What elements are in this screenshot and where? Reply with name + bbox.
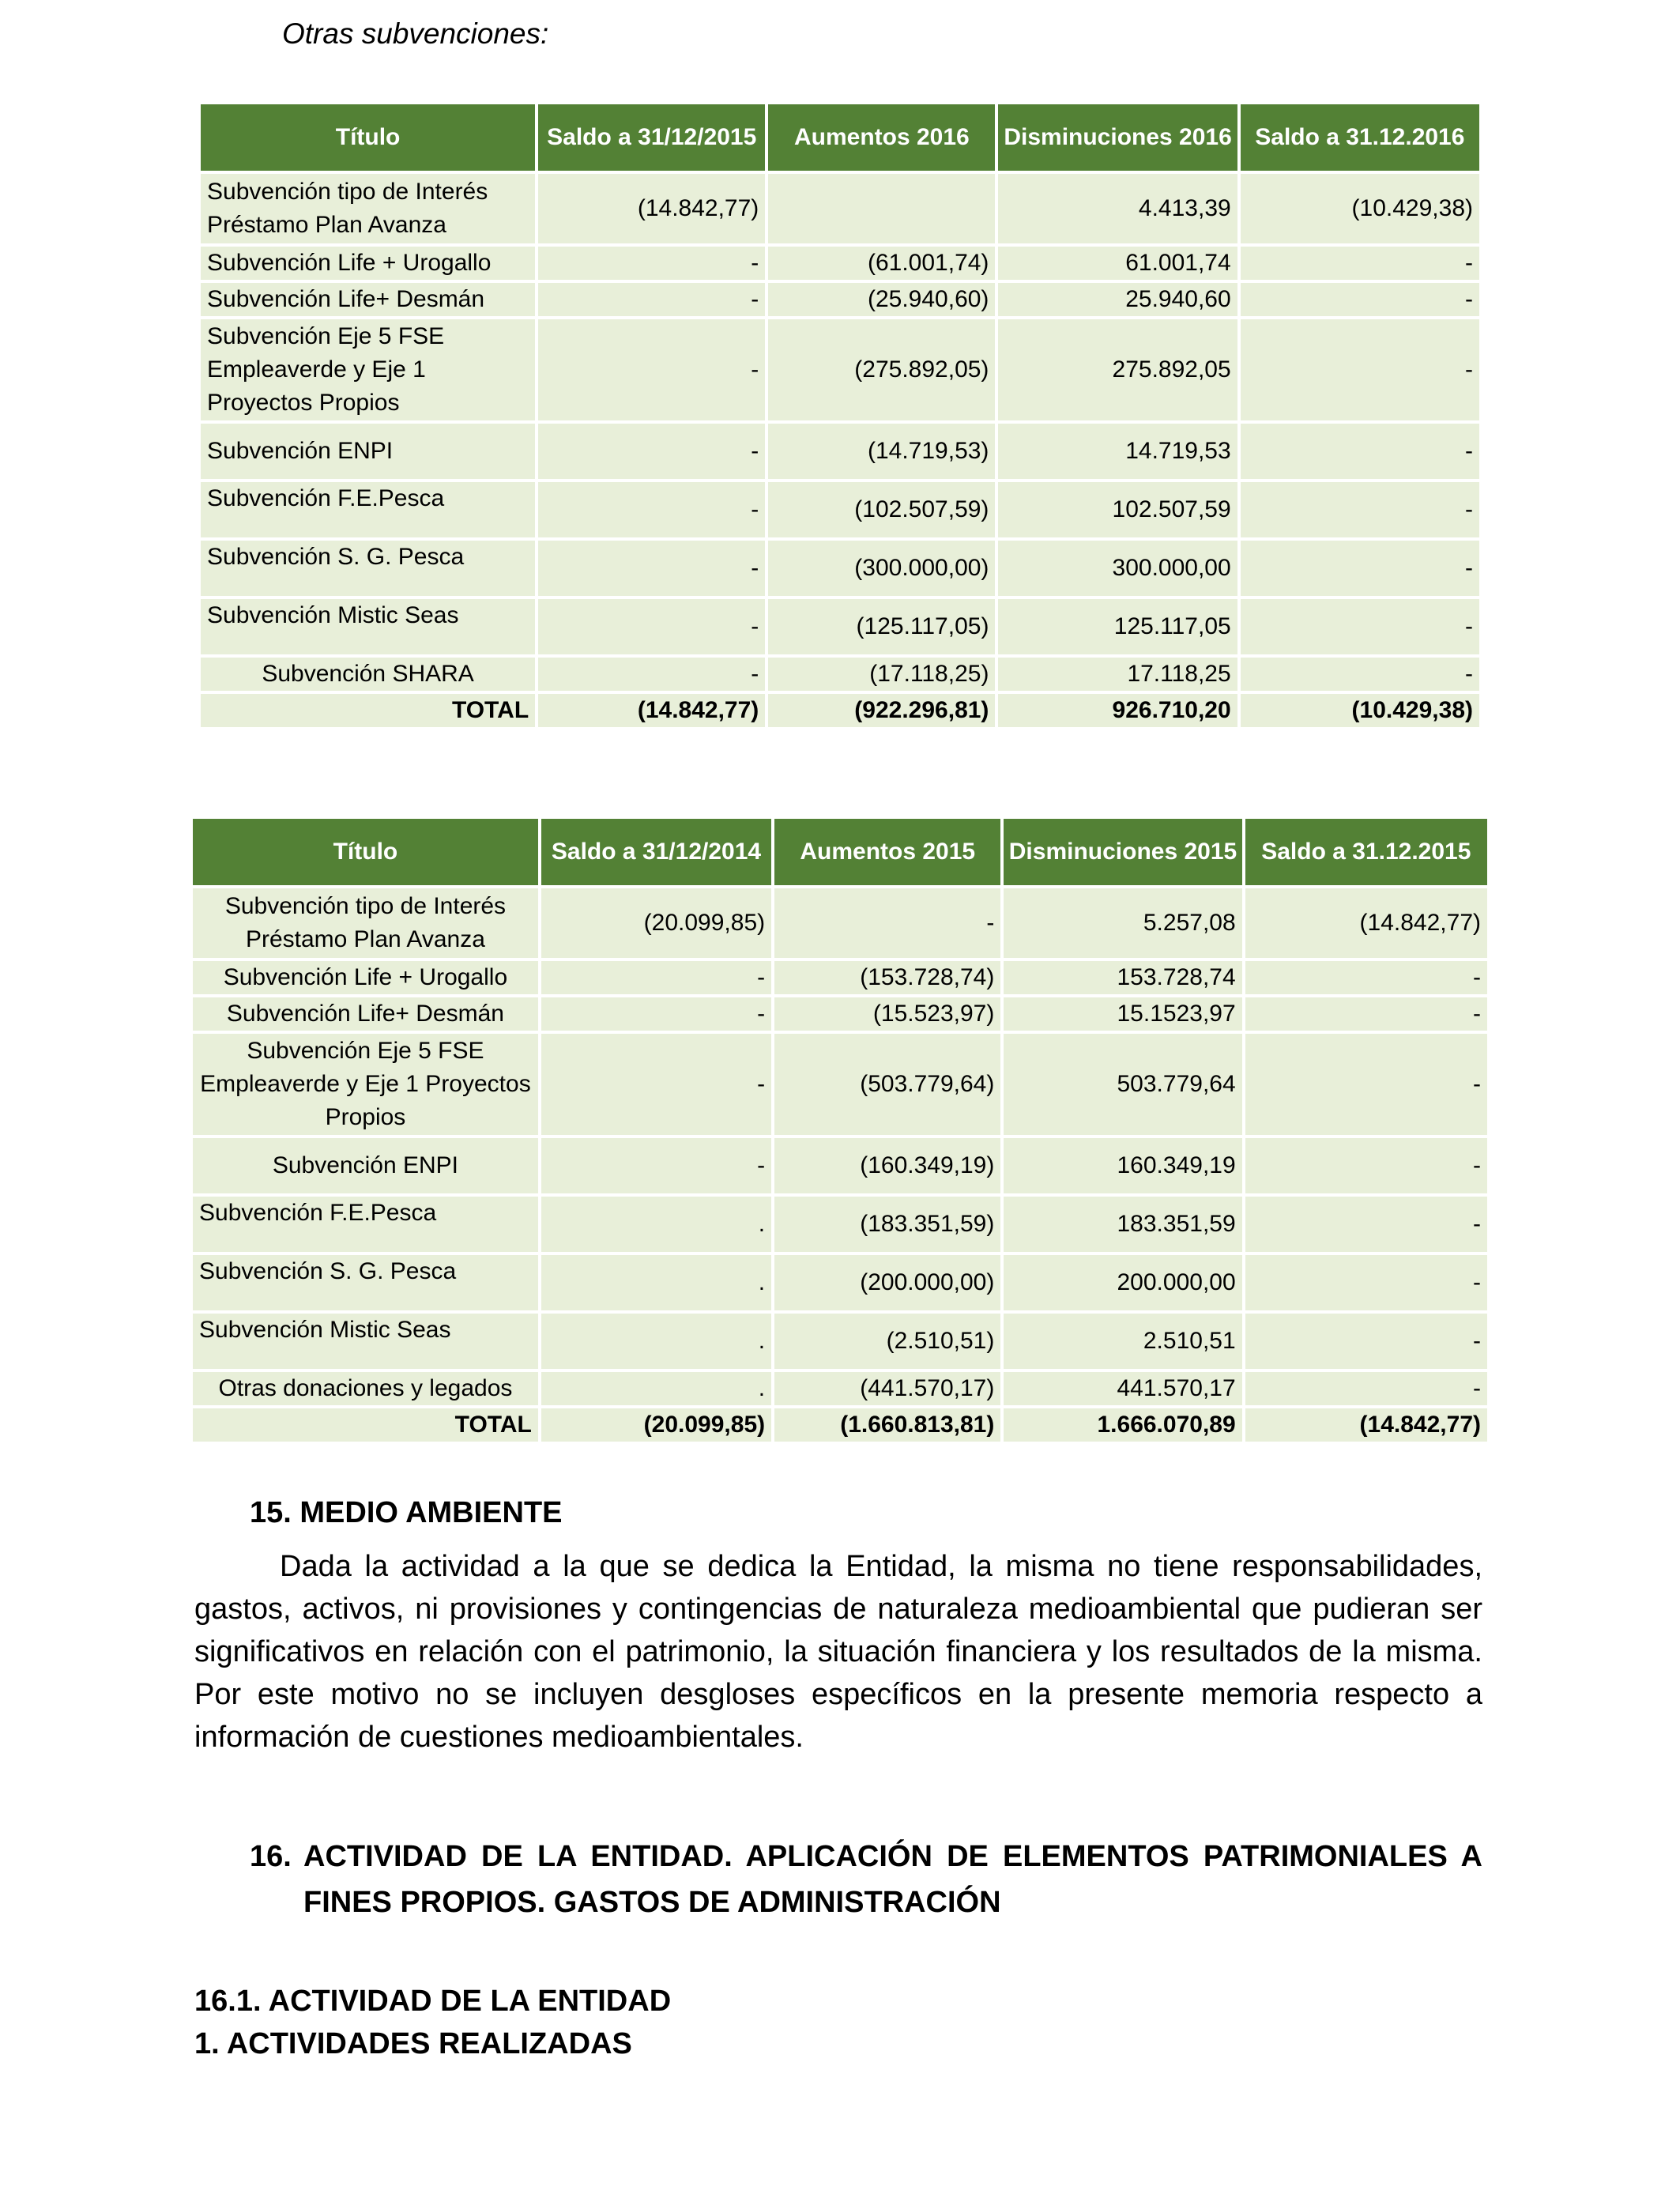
row-disminuciones: 275.892,05 bbox=[998, 319, 1237, 420]
row-disminuciones: 300.000,00 bbox=[998, 541, 1237, 596]
row-aumentos: (14.719,53) bbox=[768, 424, 995, 479]
table-row bbox=[201, 283, 1479, 316]
row-aumentos bbox=[768, 174, 995, 243]
row-disminuciones: 441.570,17 bbox=[1004, 1372, 1241, 1405]
row-disminuciones: 4.413,39 bbox=[998, 174, 1237, 243]
total-label: TOTAL bbox=[201, 694, 535, 727]
table-row bbox=[193, 1255, 1487, 1310]
table-row bbox=[193, 997, 1487, 1031]
row-saldo-final: (10.429,38) bbox=[1241, 174, 1479, 243]
row-saldo-inicial: . bbox=[541, 1372, 771, 1405]
row-saldo-final: - bbox=[1245, 1314, 1487, 1369]
row-saldo-final: - bbox=[1241, 283, 1479, 316]
table-row bbox=[201, 247, 1479, 280]
row-disminuciones: 17.118,25 bbox=[998, 658, 1237, 691]
table-row bbox=[193, 888, 1487, 958]
total-aumentos: (1.660.813,81) bbox=[774, 1408, 1000, 1442]
row-saldo-inicial: - bbox=[541, 1138, 771, 1193]
row-saldo-inicial: - bbox=[538, 482, 765, 537]
total-saldo-final: (10.429,38) bbox=[1241, 694, 1479, 727]
header-titulo: Título bbox=[193, 819, 538, 885]
row-disminuciones: 200.000,00 bbox=[1004, 1255, 1241, 1310]
table-header-row bbox=[201, 104, 1479, 171]
row-saldo-final: - bbox=[1241, 482, 1479, 537]
row-saldo-inicial: - bbox=[538, 541, 765, 596]
table-row bbox=[201, 174, 1479, 243]
row-title: Subvención tipo de Interés Préstamo Plan Avanza bbox=[201, 174, 535, 243]
row-disminuciones: 2.510,51 bbox=[1004, 1314, 1241, 1369]
row-saldo-inicial: (20.099,85) bbox=[541, 888, 771, 958]
row-aumentos: - bbox=[774, 888, 1000, 958]
row-title: Subvención ENPI bbox=[193, 1138, 538, 1193]
header-saldo-final: Saldo a 31.12.2016 bbox=[1241, 104, 1479, 171]
row-aumentos: (183.351,59) bbox=[774, 1197, 1000, 1252]
row-title: Otras donaciones y legados bbox=[193, 1372, 538, 1405]
row-aumentos: (503.779,64) bbox=[774, 1034, 1000, 1135]
row-title: Subvención Life + Urogallo bbox=[201, 247, 535, 280]
row-title: Subvención ENPI bbox=[201, 424, 535, 479]
header-saldo-inicial: Saldo a 31/12/2014 bbox=[541, 819, 771, 885]
row-saldo-inicial: - bbox=[541, 961, 771, 994]
total-saldo-inicial: (14.842,77) bbox=[538, 694, 765, 727]
row-saldo-final: - bbox=[1241, 599, 1479, 654]
subsidies-table-2015 bbox=[190, 816, 1490, 1445]
row-saldo-inicial: - bbox=[541, 997, 771, 1031]
row-aumentos: (160.349,19) bbox=[774, 1138, 1000, 1193]
section-15-heading: 15. MEDIO AMBIENTE bbox=[250, 1496, 563, 1529]
row-saldo-inicial: . bbox=[541, 1314, 771, 1369]
intro-label: Otras subvenciones bbox=[282, 17, 541, 50]
row-saldo-final: - bbox=[1241, 247, 1479, 280]
row-disminuciones: 61.001,74 bbox=[998, 247, 1237, 280]
subsection-headings bbox=[194, 1980, 671, 2065]
row-disminuciones: 14.719,53 bbox=[998, 424, 1237, 479]
row-saldo-inicial: . bbox=[541, 1197, 771, 1252]
row-title: Subvención Eje 5 FSE Empleaverde y Eje 1 Proyectos Propios bbox=[193, 1034, 538, 1135]
table-row bbox=[201, 658, 1479, 691]
table-row bbox=[201, 599, 1479, 654]
row-disminuciones: 25.940,60 bbox=[998, 283, 1237, 316]
row-saldo-final: - bbox=[1245, 1034, 1487, 1135]
table-row bbox=[201, 482, 1479, 537]
row-saldo-final: - bbox=[1245, 1255, 1487, 1310]
total-row bbox=[201, 694, 1479, 727]
row-saldo-inicial: . bbox=[541, 1255, 771, 1310]
row-saldo-inicial: - bbox=[538, 283, 765, 316]
table-row bbox=[193, 1314, 1487, 1369]
row-title: Subvención S. G. Pesca bbox=[193, 1255, 538, 1310]
total-aumentos: (922.296,81) bbox=[768, 694, 995, 727]
row-saldo-final: - bbox=[1241, 658, 1479, 691]
row-aumentos: (15.523,97) bbox=[774, 997, 1000, 1031]
row-aumentos: (441.570,17) bbox=[774, 1372, 1000, 1405]
row-saldo-final: - bbox=[1241, 319, 1479, 420]
total-saldo-inicial: (20.099,85) bbox=[541, 1408, 771, 1442]
row-disminuciones: 5.257,08 bbox=[1004, 888, 1241, 958]
row-disminuciones: 153.728,74 bbox=[1004, 961, 1241, 994]
row-title: Subvención Mistic Seas bbox=[193, 1314, 538, 1369]
row-saldo-final: - bbox=[1241, 541, 1479, 596]
subsection-16-1-heading: 16.1. ACTIVIDAD DE LA ENTIDAD bbox=[194, 1985, 672, 2018]
total-label: TOTAL bbox=[193, 1408, 538, 1442]
row-saldo-inicial: (14.842,77) bbox=[538, 174, 765, 243]
header-disminuciones: Disminuciones 2015 bbox=[1004, 819, 1241, 885]
activities-heading: 1. ACTIVIDADES REALIZADAS bbox=[194, 2027, 632, 2060]
row-title: Subvención S. G. Pesca bbox=[201, 541, 535, 596]
header-aumentos: Aumentos 2015 bbox=[774, 819, 1000, 885]
table-row bbox=[193, 1197, 1487, 1252]
table-header-row bbox=[193, 819, 1487, 885]
row-disminuciones: 503.779,64 bbox=[1004, 1034, 1241, 1135]
row-saldo-final: - bbox=[1245, 1372, 1487, 1405]
row-saldo-final: - bbox=[1241, 424, 1479, 479]
section-16-title: ACTIVIDAD DE LA ENTIDAD. APLICACIÓN DE ELEMENTOS PATRIMONIALES A FINES PROPIOS. GASTOS DE ADMINISTRACIÓN bbox=[303, 1840, 1482, 1919]
table-row bbox=[201, 319, 1479, 420]
table-row bbox=[193, 1034, 1487, 1135]
row-saldo-inicial: - bbox=[541, 1034, 771, 1135]
section-16-number: 16. bbox=[250, 1840, 292, 1873]
header-saldo-final: Saldo a 31.12.2015 bbox=[1245, 819, 1487, 885]
subsidies-table-2016 bbox=[198, 101, 1482, 730]
row-saldo-final: - bbox=[1245, 1197, 1487, 1252]
total-disminuciones: 1.666.070,89 bbox=[1004, 1408, 1241, 1442]
header-saldo-inicial: Saldo a 31/12/2015 bbox=[538, 104, 765, 171]
row-disminuciones: 102.507,59 bbox=[998, 482, 1237, 537]
row-aumentos: (2.510,51) bbox=[774, 1314, 1000, 1369]
section-15-paragraph: Dada la actividad a la que se dedica la Entidad, la misma no tiene responsabilidades, gastos, activos, ni provisiones y contingencias de naturaleza medioambiental que pudieran ser significativos en relación con el patrimonio, la situación financiera y los resultados de la misma. Por este motivo no se incluyen desgloses específicos en la presente memoria respecto a información de cuestiones medioambientales. bbox=[194, 1550, 1482, 1754]
row-aumentos: (25.940,60) bbox=[768, 283, 995, 316]
row-title: Subvención SHARA bbox=[201, 658, 535, 691]
row-disminuciones: 160.349,19 bbox=[1004, 1138, 1241, 1193]
row-title: Subvención Life+ Desmán bbox=[193, 997, 538, 1031]
row-aumentos: (102.507,59) bbox=[768, 482, 995, 537]
row-saldo-final: - bbox=[1245, 997, 1487, 1031]
row-title: Subvención Life+ Desmán bbox=[201, 283, 535, 316]
row-aumentos: (153.728,74) bbox=[774, 961, 1000, 994]
row-saldo-inicial: - bbox=[538, 424, 765, 479]
table-row bbox=[201, 424, 1479, 479]
row-aumentos: (61.001,74) bbox=[768, 247, 995, 280]
row-saldo-final: - bbox=[1245, 1138, 1487, 1193]
intro-colon: : bbox=[541, 17, 549, 50]
row-title: Subvención Life + Urogallo bbox=[193, 961, 538, 994]
row-saldo-inicial: - bbox=[538, 319, 765, 420]
row-aumentos: (275.892,05) bbox=[768, 319, 995, 420]
intro-text bbox=[282, 17, 548, 51]
row-title: Subvención F.E.Pesca bbox=[193, 1197, 538, 1252]
row-saldo-inicial: - bbox=[538, 247, 765, 280]
header-disminuciones: Disminuciones 2016 bbox=[998, 104, 1237, 171]
total-disminuciones: 926.710,20 bbox=[998, 694, 1237, 727]
row-disminuciones: 125.117,05 bbox=[998, 599, 1237, 654]
row-saldo-inicial: - bbox=[538, 658, 765, 691]
row-aumentos: (200.000,00) bbox=[774, 1255, 1000, 1310]
table-row bbox=[193, 1372, 1487, 1405]
header-aumentos: Aumentos 2016 bbox=[768, 104, 995, 171]
section-16-heading bbox=[250, 1834, 1482, 1925]
table-row bbox=[193, 1138, 1487, 1193]
row-title: Subvención F.E.Pesca bbox=[201, 482, 535, 537]
table-row bbox=[201, 541, 1479, 596]
row-aumentos: (125.117,05) bbox=[768, 599, 995, 654]
row-disminuciones: 183.351,59 bbox=[1004, 1197, 1241, 1252]
row-aumentos: (300.000,00) bbox=[768, 541, 995, 596]
total-saldo-final: (14.842,77) bbox=[1245, 1408, 1487, 1442]
header-titulo: Título bbox=[201, 104, 535, 171]
table-row bbox=[193, 961, 1487, 994]
row-title: Subvención Eje 5 FSE Empleaverde y Eje 1 Proyectos Propios bbox=[201, 319, 535, 420]
row-aumentos: (17.118,25) bbox=[768, 658, 995, 691]
row-saldo-final: (14.842,77) bbox=[1245, 888, 1487, 958]
row-title: Subvención tipo de Interés Préstamo Plan Avanza bbox=[193, 888, 538, 958]
row-title: Subvención Mistic Seas bbox=[201, 599, 535, 654]
total-row bbox=[193, 1408, 1487, 1442]
row-saldo-inicial: - bbox=[538, 599, 765, 654]
row-disminuciones: 15.1523,97 bbox=[1004, 997, 1241, 1031]
row-saldo-final: - bbox=[1245, 961, 1487, 994]
